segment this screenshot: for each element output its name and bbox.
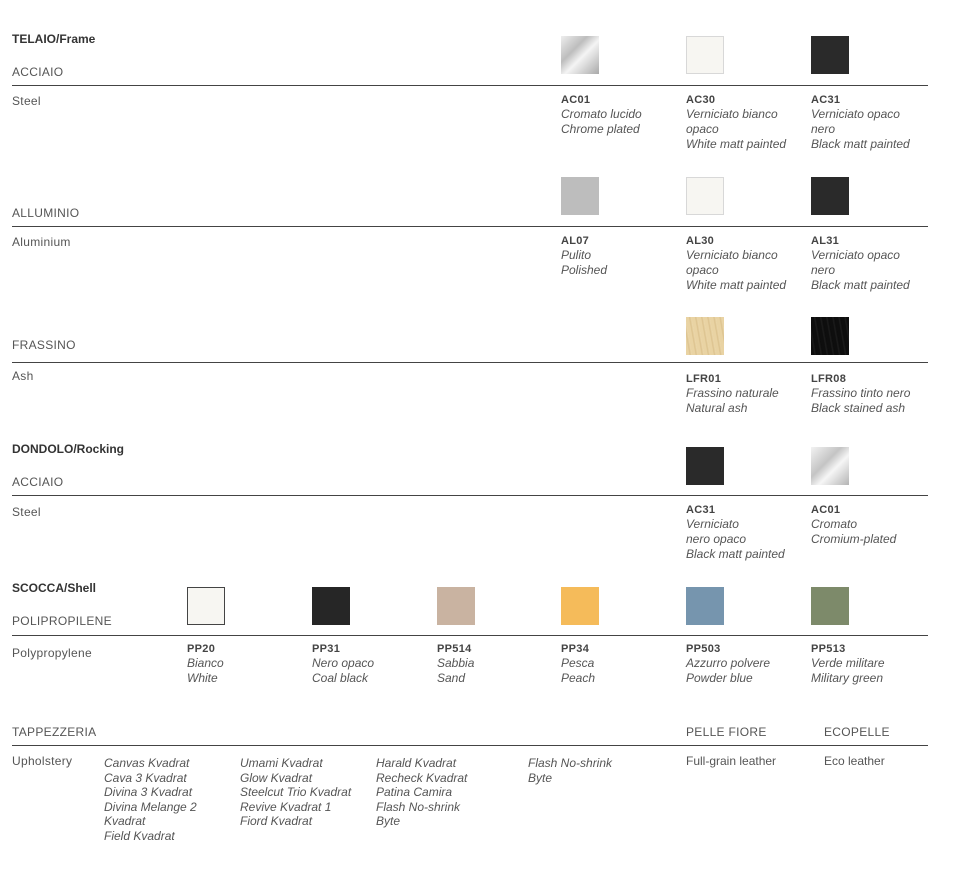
frame-ash-label-it: FRASSINO [12,338,76,352]
swatch-pp34-peach[interactable] [561,587,599,625]
finish-description: Azzurro polvere Powder blue [686,656,771,685]
rocking-steel-label-it: ACCIAIO [12,475,64,489]
shell-label-it: POLIPROPILENE [12,614,112,628]
fabric-list-col2 [240,756,351,829]
frame-ash-label-en: Ash [12,369,34,383]
divider [12,85,928,86]
fabric-item: Kvadrat [104,814,146,829]
finish-code: AL30 [686,235,715,247]
fabric-item: Fiord Kvadrat [240,814,313,829]
fabric-item: Canvas Kvadrat [104,756,190,770]
finish-description: Pulito Polished [561,248,608,277]
finish-description: Verde militare Military green [811,656,885,685]
frame-steel-label-it: ACCIAIO [12,65,64,79]
swatch-ac01-chrome[interactable] [561,36,599,74]
swatch-pp514-sand[interactable] [437,587,475,625]
swatch-lfr01-natural-ash[interactable] [686,317,724,355]
swatch-ac31-black[interactable] [686,447,724,485]
fabric-item: Harald Kvadrat [376,756,457,770]
fabric-list-col1 [104,756,197,844]
fabric-item: Umami Kvadrat [240,756,323,770]
upholstery-label-en: Upholstery [12,754,73,768]
eco-leather-heading: ECOPELLE [824,725,890,739]
finish-description: Verniciato opaco nero Black matt painted [811,107,910,151]
fabric-item: Field Kvadrat [104,828,175,843]
rocking-heading: DONDOLO/Rocking [12,442,125,456]
swatch-ac30-white[interactable] [686,36,724,74]
fabric-item: Cava 3 Kvadrat [104,770,187,785]
finish-code: AC01 [811,504,841,516]
finish-code: LFR08 [811,373,847,385]
swatch-ac01-chrome[interactable] [811,447,849,485]
eco-leather-value: Eco leather [824,754,885,768]
finish-description: Bianco White [187,656,224,685]
swatch-pp503-powder-blue[interactable] [686,587,724,625]
rocking-steel-label-en: Steel [12,505,41,519]
divider [12,635,928,636]
fabric-item: Flash No-shrink [528,756,613,770]
fabric-item: Steelcut Trio Kvadrat [240,785,352,800]
finish-description: Verniciato bianco opaco White matt painted [686,107,787,151]
fabric-item: Recheck Kvadrat [376,770,468,785]
divider [12,745,928,746]
finish-code: AL31 [811,235,840,247]
finish-description: Pesca Peach [561,656,596,685]
finish-code: LFR01 [686,373,722,385]
swatch-pp513-military-green[interactable] [811,587,849,625]
shell-heading: SCOCCA/Shell [12,581,97,595]
finish-code: PP31 [312,643,341,655]
finish-code: AC01 [561,94,591,106]
finish-description: Cromato Cromium-plated [811,517,897,546]
finish-description: Verniciato bianco opaco White matt painted [686,248,787,292]
frame-aluminium-label-it: ALLUMINIO [12,206,80,220]
swatch-pp31-black[interactable] [312,587,350,625]
finish-code: AC30 [686,94,716,106]
finish-description: Frassino naturale Natural ash [686,386,779,415]
frame-heading: TELAIO/Frame [12,32,96,46]
fabric-item: Byte [528,770,553,785]
finish-code: PP513 [811,643,846,655]
finish-code: PP514 [437,643,472,655]
swatch-al31-black[interactable] [811,177,849,215]
finish-description: Verniciato nero opaco Black matt painted [686,517,785,561]
divider [12,362,928,363]
finish-code: PP503 [686,643,721,655]
finish-description: Sabbia Sand [437,656,475,685]
finish-description: Cromato lucido Chrome plated [561,107,642,136]
frame-aluminium-label-en: Aluminium [12,235,71,249]
fabric-item: Divina Melange 2 [104,799,197,814]
fabric-item: Divina 3 Kvadrat [104,785,193,800]
swatch-ac31-black[interactable] [811,36,849,74]
frame-steel-label-en: Steel [12,94,41,108]
swatch-al30-white[interactable] [686,177,724,215]
leather-value: Full-grain leather [686,754,777,768]
divider [12,495,928,496]
leather-heading: PELLE FIORE [686,725,767,739]
finish-code: AL07 [561,235,590,247]
fabric-item: Revive Kvadrat 1 [240,799,332,814]
finish-code: AC31 [811,94,841,106]
fabric-item: Patina Camira [376,785,453,800]
fabric-item: Glow Kvadrat [240,770,313,785]
swatch-lfr08-black-ash[interactable] [811,317,849,355]
finish-code: PP34 [561,643,590,655]
fabric-list-col3 [376,756,467,829]
upholstery-label-it: TAPPEZZERIA [12,725,97,739]
shell-label-en: Polypropylene [12,646,92,660]
swatch-pp20-white[interactable] [187,587,225,625]
fabric-item: Byte [376,814,401,829]
fabric-item: Flash No-shrink [376,799,461,814]
finish-description: Frassino tinto nero Black stained ash [811,386,911,415]
finish-description: Verniciato opaco nero Black matt painted [811,248,910,292]
swatch-al07-polished[interactable] [561,177,599,215]
divider [12,226,928,227]
finish-code: AC31 [686,504,716,516]
finish-code: PP20 [187,643,216,655]
fabric-list-col4 [528,756,612,785]
finish-description: Nero opaco Coal black [312,656,375,685]
